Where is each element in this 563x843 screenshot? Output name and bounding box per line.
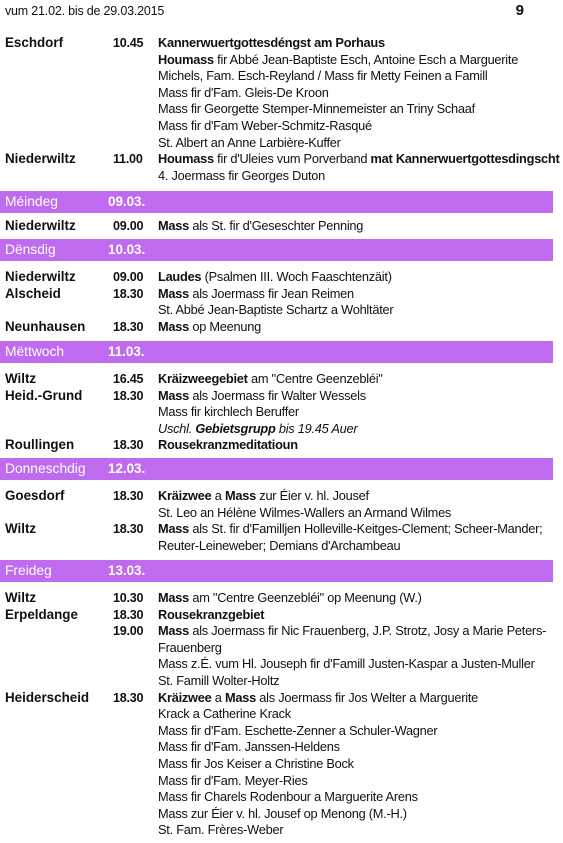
schedule-row	[5, 590, 558, 607]
schedule-row	[5, 101, 558, 118]
service-description	[158, 706, 291, 723]
service-description	[158, 319, 261, 336]
service-description	[158, 822, 283, 839]
day-entries	[5, 488, 558, 554]
place-name: Goesdorf	[5, 488, 65, 503]
text-segment: Mass	[158, 218, 190, 233]
service-time: 10.45	[113, 36, 144, 50]
text-segment: St. Leo an Hélène Wilmes-Wallers an Armand Wilmes	[158, 504, 452, 520]
text-segment: Mass fir Georgette Stemper-Minnemeister an Triny Schaaf	[158, 101, 475, 117]
text-segment: Houmass	[158, 51, 214, 67]
day-date: 11.03.	[108, 344, 145, 359]
service-description	[158, 723, 437, 740]
service-description	[158, 388, 366, 405]
text-segment: St. Albert an Anne Larbière-Kuffer	[158, 134, 341, 150]
text-segment: op Meenung	[189, 318, 261, 334]
service-time: 18.30	[113, 286, 144, 301]
schedule-row	[5, 269, 558, 286]
text-segment: als St. fir d'Geseschter Penning	[189, 218, 364, 233]
text-segment: als Joermass fir Walter Wessels	[189, 387, 366, 403]
place-name: Heid.-Grund	[5, 387, 83, 403]
text-segment: Michels, Fam. Esch-Reyland / Mass fir Metty Feinen a Famill	[158, 68, 488, 84]
schedule-row	[5, 673, 558, 690]
date-range: vum 21.02. bis de 29.03.2015	[5, 4, 165, 18]
text-segment: Mass	[158, 318, 190, 334]
place-name: Heiderscheid	[5, 689, 90, 705]
day-header-bar	[0, 560, 553, 582]
day-entries	[5, 371, 558, 454]
day-date: 12.03.	[108, 461, 146, 476]
text-segment: Mass fir d'Fam. Eschette-Zenner a Schuler-Wagner	[158, 722, 438, 738]
service-description	[158, 118, 372, 135]
service-description	[158, 421, 357, 438]
day-header-bar	[0, 341, 553, 363]
service-description	[158, 739, 340, 756]
schedule-row	[5, 68, 558, 85]
text-segment: Mass fir Charels Rodenbour a Marguerite Arens	[158, 789, 418, 805]
service-time: 10.30	[113, 591, 144, 605]
place-name: Wiltz	[5, 590, 37, 605]
text-segment: Mass	[158, 623, 190, 639]
text-segment: Rousekranzgebiet	[158, 606, 265, 622]
service-description	[158, 590, 422, 607]
schedule-row	[5, 789, 558, 806]
place-name: Niederwiltz	[5, 151, 76, 167]
service-description	[158, 269, 392, 286]
text-segment: Kannerwuertgottesdéngst am Porhaus	[158, 35, 385, 50]
text-segment: St. Abbé Jean-Baptiste Schartz a Wohltäter	[158, 302, 394, 318]
schedule-row	[5, 319, 558, 336]
service-description	[158, 302, 393, 319]
schedule-row	[5, 690, 558, 707]
day-date: 10.03.	[108, 242, 146, 257]
text-segment: Mass	[158, 387, 190, 403]
schedule-row	[5, 773, 558, 790]
schedule-row	[5, 822, 558, 839]
place-name: Erpeldange	[5, 606, 78, 622]
service-time: 09.00	[113, 219, 144, 233]
service-time: 18.30	[113, 388, 144, 403]
place-name: Neunhausen	[5, 318, 86, 334]
text-segment: Mass	[158, 285, 190, 301]
schedule-row	[5, 168, 558, 185]
service-time: 18.30	[113, 319, 144, 334]
service-description	[158, 286, 354, 303]
service-time: 18.30	[113, 489, 144, 503]
schedule-row	[5, 286, 558, 303]
text-segment: Frauenberg	[158, 639, 222, 655]
schedule-row	[5, 505, 558, 522]
place-name: Wiltz	[5, 521, 37, 537]
text-segment: St. Famill Wolter-Holtz	[158, 672, 280, 688]
service-description	[158, 538, 400, 555]
schedule-row	[5, 656, 558, 673]
service-description	[158, 52, 518, 69]
text-segment: Mass	[224, 488, 256, 503]
service-description	[158, 68, 487, 85]
text-segment: Mass zur Éier v. hl. Jousef op Menong (M.-H.)	[158, 805, 407, 821]
service-description	[158, 488, 369, 505]
text-segment: Houmass	[158, 151, 214, 167]
schedule-row	[5, 85, 558, 102]
page-number: 9	[515, 2, 524, 19]
text-segment: Reuter-Leineweber; Demians d'Archambeau	[158, 537, 401, 553]
service-description	[158, 218, 363, 235]
day-entries	[5, 269, 558, 335]
day-name: Méindeg	[5, 194, 58, 209]
place-name: Eschdorf	[5, 35, 64, 50]
text-segment: fir d'Uleies vum Porverband	[213, 151, 371, 167]
service-description	[158, 35, 385, 52]
place-name: Wiltz	[5, 371, 37, 386]
service-time: 09.00	[113, 270, 144, 284]
schedule-row	[5, 371, 558, 388]
schedule-row	[5, 607, 558, 624]
schedule-row	[5, 488, 558, 505]
schedule-row	[5, 118, 558, 135]
page-header	[5, 4, 558, 20]
schedule-row	[5, 218, 558, 235]
text-segment: Mass	[224, 689, 256, 705]
text-segment: 4. Joermass fir Georges Duton	[158, 167, 326, 183]
text-segment: Gebietsgrupp	[195, 420, 276, 436]
text-segment: als Joermass fir Jean Reimen	[189, 285, 354, 301]
service-time: 16.45	[113, 372, 144, 386]
text-segment: am "Centre Geenzebléi" op Meenung (W.)	[189, 590, 422, 605]
service-description	[158, 623, 546, 640]
schedule-row	[5, 421, 558, 438]
text-segment: St. Fam. Frères-Weber	[158, 822, 284, 838]
service-description	[158, 656, 535, 673]
service-description	[158, 690, 478, 707]
service-description	[158, 101, 475, 118]
service-description	[158, 437, 298, 454]
text-segment: Mass fir Jos Keiser a Christine Bock	[158, 755, 354, 771]
service-time: 11.00	[113, 152, 143, 167]
day-date: 09.03.	[108, 194, 146, 209]
text-segment: Mass fir kirchlech Beruffer	[158, 404, 299, 420]
text-segment: Kräizweegebiet	[158, 371, 248, 386]
schedule-row	[5, 806, 558, 823]
schedule-row	[5, 388, 558, 405]
place-name: Niederwiltz	[5, 218, 76, 233]
text-segment: als St. fir d'Familljen Holleville-Keitges-Clement; Scheer-Mander;	[189, 521, 543, 537]
day-name: Dënsdig	[5, 242, 56, 257]
schedule-row	[5, 151, 558, 168]
text-segment: Mass fir d'Fam. Janssen-Heldens	[158, 739, 340, 755]
schedule-row	[5, 706, 558, 723]
schedule-row	[5, 302, 558, 319]
schedule-row	[5, 52, 558, 69]
text-segment: bis 19.45 Auer	[275, 420, 358, 436]
schedule-row	[5, 723, 558, 740]
text-segment: Mass z.É. vum Hl. Jouseph fir d'Famill Justen-Kaspar a Justen-Muller	[158, 656, 535, 672]
day-name: Mëttwoch	[5, 344, 65, 359]
service-time: 18.30	[113, 438, 144, 453]
schedule-row	[5, 756, 558, 773]
service-description	[158, 756, 354, 773]
service-description	[158, 640, 222, 657]
service-description	[158, 773, 308, 790]
text-segment: Mass	[158, 521, 190, 537]
service-description	[158, 673, 279, 690]
schedule-row	[5, 538, 558, 555]
schedule-row	[5, 623, 558, 640]
text-segment: a	[211, 689, 225, 705]
schedule-row	[5, 640, 558, 657]
text-segment: Laudes	[158, 269, 202, 284]
day-entries	[5, 35, 558, 184]
text-segment: a	[211, 488, 225, 503]
day-name: Donneschdig	[5, 461, 86, 476]
service-description	[158, 521, 542, 538]
day-date: 13.03.	[108, 563, 146, 578]
place-name: Niederwiltz	[5, 269, 76, 284]
place-name: Alscheid	[5, 285, 61, 301]
text-segment: als Joermass fir Jos Welter a Marguerite	[255, 689, 479, 705]
service-description	[158, 135, 341, 152]
day-header-bar	[0, 191, 553, 213]
service-description	[158, 789, 418, 806]
text-segment: mat Kannerwuertgottesdingscht	[370, 151, 560, 167]
service-description	[158, 371, 383, 388]
schedule-row	[5, 404, 558, 421]
text-segment: als Joermass fir Nic Frauenberg, J.P. Strotz, Josy a Marie Peters-	[189, 623, 547, 639]
text-segment: Krack a Catherine Krack	[158, 706, 291, 722]
text-segment: am "Centre Geenzebléi"	[247, 371, 383, 386]
schedule-row	[5, 437, 558, 454]
service-time: 19.00	[113, 624, 144, 639]
service-description	[158, 505, 451, 522]
schedule-row	[5, 739, 558, 756]
day-header-bar	[0, 458, 553, 480]
text-segment: (Psalmen III. Woch Faaschtenzäit)	[201, 269, 392, 284]
schedule-row	[5, 135, 558, 152]
day-name: Freideg	[5, 563, 52, 578]
schedule-row	[5, 35, 558, 52]
day-entries	[5, 218, 558, 235]
service-time: 18.30	[113, 522, 144, 537]
text-segment: Kräizwee	[158, 488, 212, 503]
service-description	[158, 404, 299, 421]
text-segment: zur Éier v. hl. Jousef	[255, 488, 369, 503]
service-description	[158, 168, 325, 185]
text-segment: fir Abbé Jean-Baptiste Esch, Antoine Esch a Marguerite	[213, 51, 519, 67]
service-description	[158, 85, 329, 102]
text-segment: Mass fir d'Fam. Gleis-De Kroon	[158, 84, 329, 100]
text-segment: Rousekranzmeditatioun	[158, 437, 298, 453]
service-description	[158, 607, 264, 624]
service-description	[158, 151, 560, 168]
day-header-bar	[0, 239, 553, 261]
text-segment: Mass	[158, 590, 190, 605]
service-description	[158, 806, 407, 823]
service-time: 18.30	[113, 607, 144, 622]
text-segment: Mass fir d'Fam Weber-Schmitz-Rasqué	[158, 117, 372, 133]
schedule-row	[5, 521, 558, 538]
service-time: 18.30	[113, 690, 144, 705]
day-entries	[5, 590, 558, 839]
place-name: Roullingen	[5, 437, 75, 453]
text-segment: Mass fir d'Fam. Meyer-Ries	[158, 772, 308, 788]
text-segment: Kräizwee	[158, 689, 212, 705]
text-segment: Uschl.	[158, 420, 196, 436]
